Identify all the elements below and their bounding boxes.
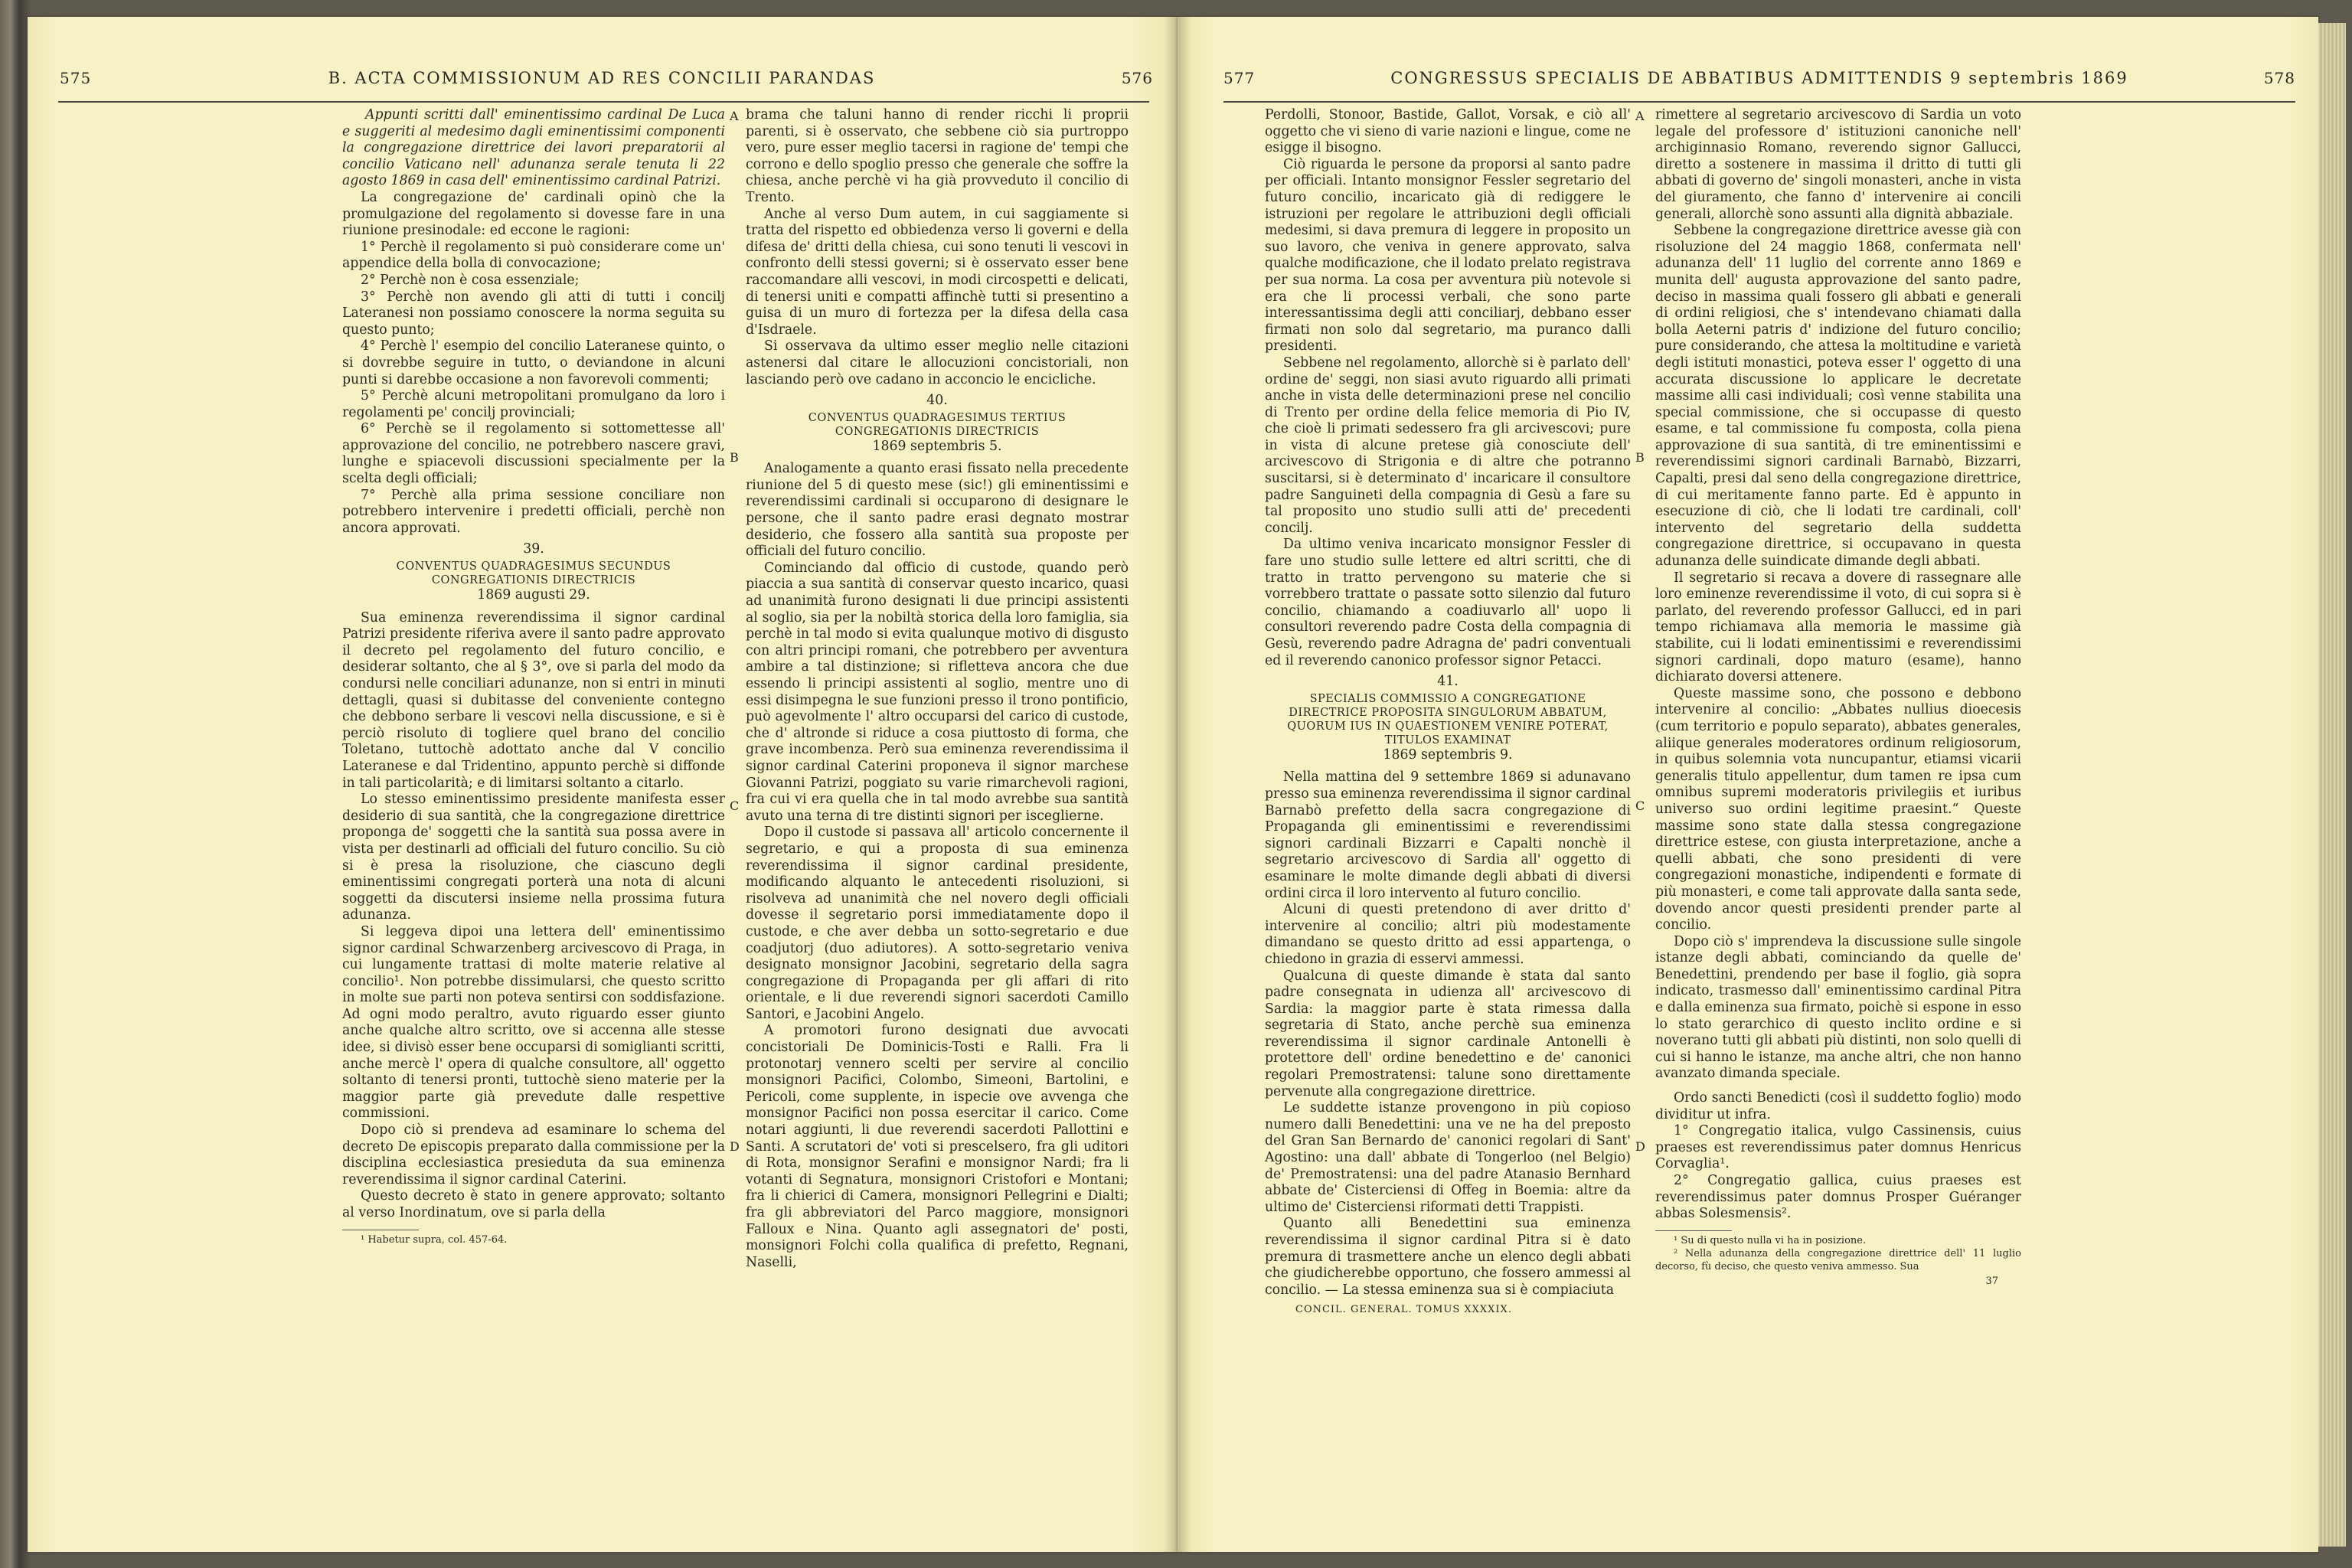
section-title: CONVENTUS QUADRAGESIMUS SECUNDUS CONGREGATIONIS DIRECTRICIS <box>396 560 671 587</box>
bottom-signature: CONCIL. GENERAL. TOMUS XXXXIX. <box>1295 1304 1512 1316</box>
page-number-575: 575 <box>60 69 92 87</box>
paragraph: Si leggeva dipoi una lettera dell' eminentissimo signor cardinal Schwarzenberg arcivescovo di Praga, in cui lungamente trattasi di molte materie relative al concilio¹. Non potrebbe dissimularsi, che questo scritto in molte sue parti non poteva sentirsi con soddisfazione. Ad ogni modo peraltro, avuto riguardo esser giunto anche qualche altro scritto, ove si accenna alle stesse idee, si divisò esser bene occuparsi di somiglianti scritti, anche mercè l' opera di qualche consultore, all' oggetto soltanto di tenersi pronti, tuttochè sieno materie per la maggior parte già prevedute dalle respettive commissioni. <box>342 923 725 1122</box>
book-gutter <box>1164 17 1191 1552</box>
right-running-title: CONGRESSUS SPECIALIS DE ABBATIBUS ADMITTENDIS 9 septembris 1869 <box>1390 69 2128 87</box>
list-item: 6° Perchè se il regolamento si sottomettesse all' approvazione del concilio, ne potrebbero nascere gravi, lunghe e spiacevoli discussioni specialmente per la scelta degli officiali; <box>342 421 725 487</box>
column-1 <box>342 107 725 1246</box>
left-running-title: B. ACTA COMMISSIONUM AD RES CONCILII PARANDAS <box>328 69 876 87</box>
margin-marker-d: D <box>730 1139 740 1154</box>
margin-marker-c: C <box>1635 799 1645 813</box>
section-date: 1869 septembris 9. <box>1383 746 1513 763</box>
paragraph: Analogamente a quanto erasi fissato nella precedente riunione del 5 di questo mese (sic!) gli eminentissimi e reverendissimi cardinali si occuparono di designare le persone, che il santo padre erasi degnato mostrar desiderio, che fossero alla santità sua proposte per officiali del futuro concilio. <box>746 461 1129 560</box>
footnote-rule <box>1655 1230 1732 1231</box>
paragraph: Alcuni di questi pretendono di aver dritto d' intervenire al concilio; altri più modestamente dimandano se questo dritto ad essi appartenga, o chiedono in grazia di esservi ammessi. <box>1265 902 1631 967</box>
paragraph: Quanto alli Benedettini sua eminenza reverendissima il signor cardinal Pitra si è dato premura di trasmettere anche un elenco degli abbati che giudicherebbe opportuno, che fossero ammessi al concilio. — La stessa eminenza sua si è compiaciuta <box>1265 1216 1631 1298</box>
paragraph: La congregazione de' cardinali opinò che la promulgazione del regolamento si dovesse fare in una riunione presinodale: ed eccone le ragioni: <box>342 189 725 239</box>
left-header-rule <box>58 101 1149 103</box>
paragraph: Si osservava da ultimo esser meglio nelle citazioni astenersi dal citare le allocuzioni concistoriali, non lasciando però ove cadano in acconcio le encicliche. <box>746 338 1129 387</box>
paragraph: Sebbene nel regolamento, allorchè si è parlato dell' ordine de' seggi, non siasi avuto riguardo alli primati anche in vista delle determinazioni prese nel concilio di Trento per ordine della felice memoria di Pio IV, che cioè li primati sedessero fra gli arcivescovi; pure in vista di alcune pretese già conosciute dell' arcivescovo di Strigonia e di altre che potranno suscitarsi, si è determinato d' incaricare il consultore padre Sanguineti della compagnia di Gesù a fare su tal proposito uno studio sulli atti de' precedenti concilj. <box>1265 354 1631 536</box>
margin-marker-b: B <box>1635 450 1645 465</box>
paragraph: Dopo il custode si passava all' articolo concernente il segretario, e qui a proposta di sua eminenza reverendissima il signor cardinal presidente, modificando alquanto le antecedenti risoluzioni, si risolveva ad unanimità che nel novero degli officiali dovesse il segretario porsi immediatamente dopo il custode, e che aver debba un sotto-segretario e due coadjutorj (duo adiutores). A sotto-segretario veniva designato monsignor Jacobini, segretario della sagra congregazione di Propaganda per gli affari di rito orientale, e li due reverendi signori sacerdoti Camillo Santori, e Jacobini Angelo. <box>746 825 1129 1022</box>
paragraph: Dopo ciò s' imprendeva la discussione sulle singole istanze degli abbati, cominciando da quelle de' Benedettini, prendendo per base il foglio, già sopra indicato, trasmesso dall' eminentissimo cardinal Pitra e dalla eminenza sua firmato, poichè si espone in esso lo stato gerarchico di questo inclito ordine e si noverano tutti gli abbati più distinti, non solo quelli di cui si hanno le istanze, ma anche altri, che non hanno avanzato dimanda speciale. <box>1655 933 2021 1082</box>
section-number: 41. <box>1437 674 1459 690</box>
paragraph: Sua eminenza reverendissima il signor cardinal Patrizi presidente riferiva avere il santo padre approvato il decreto pel regolamento del futuro concilio, e desiderar soltanto, che al § 3°, ove si parla del modo da condursi nelle conciliari adunanze, non si entri in minuti dettagli, quasi si dubitasse del conveniente contegno che debbono serbare li vescovi nella discussione, e si è perciò risoluto di togliere quel brano del concilio Toletano, tuttochè adottato anche dal V concilio Lateranese e dal Tridentino, appunto perchè si diffonde in tali particolarità; e di limitarsi soltanto a citarlo. <box>342 609 725 791</box>
signature-mark: 37 <box>1985 1275 1998 1287</box>
paragraph: Dopo ciò si prendeva ad esaminare lo schema del decreto De episcopis preparato dalla commissione per la disciplina ecclesiastica presieduta da sua eminenza reverendissima il signor cardinal Caterini. <box>342 1122 725 1187</box>
list-item: 7° Perchè alla prima sessione conciliare non potrebbero intervenire i predetti officiali, perchè non ancora approvati. <box>342 487 725 536</box>
footnote: ² Nella adunanza della congregazione direttrice dell' 11 luglio decorso, fù deciso, che questo veniva ammesso. Sua <box>1655 1247 2021 1272</box>
list-item: 2° Congregatio gallica, cuius praeses est reverendissimus pater domnus Prosper Guéranger abbas Solesmensis². <box>1655 1173 2021 1222</box>
paragraph: Il segretario si recava a dovere di rassegnare alle loro eminenze reverendissime il voto, di cui sopra si è parlato, del reverendo professor Gallucci, ed in pari tempo richiamava alla memoria le massime già stabilite, cui li lodati eminentissimi e reverendissimi signori cardinali, dopo maturo (esame), hanno dichiarato doversi attenere. <box>1655 570 2021 685</box>
footnote: ¹ Habetur supra, col. 457-64. <box>361 1233 508 1246</box>
column-4 <box>1655 107 2021 1289</box>
paragraph: Queste massime sono, che possono e debbono intervenire al concilio: „Abbates nullius dioecesis (cum territorio e populo separato), abbates generales, aliique generales moderatores ordinum religiosorum, in quibus solemnia vota nuncupantur, etiamsi vicarii generalis titulo appellentur, dum tamen re ipsa cum omnibus supremi moderatoris privilegiis et iuribus universo suo ordini legitime praesint.“ Queste massime sono state dalla stessa congregazione direttrice estese, con giusta interpretazione, anche a quelli abbati, che sono presidenti di vere congregazioni monastiche, indipendenti e formate di più monasteri, e come tali approvate dalla santa sede, dovendo ancor questi presidenti prender parte al concilio. <box>1655 685 2021 933</box>
page-number-577: 577 <box>1223 69 1256 87</box>
section-date: 1869 septembris 5. <box>872 438 1002 454</box>
section-title: CONVENTUS QUADRAGESIMUS TERTIUS CONGREGATIONIS DIRECTRICIS <box>808 411 1067 438</box>
margin-marker-c: C <box>730 799 740 813</box>
column-2 <box>746 107 1129 1271</box>
paragraph: Cominciando dal officio di custode, quando però piaccia a sua santità di conservar questo incarico, quasi ad unanimità furono designati li due principi assistenti al soglio, sia per la nobiltà storica della loro famiglia, sia perchè in tal modo si evita qualunque motivo di disgusto con altri principi romani, che potrebbero per avventura ambire a tal distinzione; si rifletteva ancora che due essendo li principi assistenti al soglio, mentre uno di essi disimpegna le sue funzioni presso il trono pontificio, può agevolmente l' altro occuparsi del carico di custode, che d' altronde si riduce a cosa piuttosto di forma, che grave incombenza. Però sua eminenza reverendissima il signor cardinal Caterini proponeva il signor marchese Giovanni Patrizi, poggiato su varie rimarchevoli ragioni, fra cui vi era quella che in tal modo avrebbe sua santità avuto una terna di tre distinti signori per isceglierne. <box>746 560 1129 824</box>
right-page-header <box>1223 69 2295 100</box>
paragraph: rimettere al segretario arcivescovo di Sardia un voto legale del professore d' istituzioni canoniche nell' archiginnasio Romano, reverendo signor Gallucci, diretto a sostenere in massima il dritto di tutti gli abbati di governo de' singoli monasteri, anche in vista del giuramento, che fanno d' intervenire ai concili generali, allorchè sono assunti alla dignità abbaziale. <box>1655 107 2021 222</box>
paragraph: brama che taluni hanno di render ricchi li proprii parenti, si è osservato, che sebbene ciò sia purtroppo vero, pure esser meglio tacersi in ragione de' tempi che corrono e dello spoglio presso che generale che soffre la chiesa, anche perchè vi ha già provveduto il concilio di Trento. <box>746 107 1129 205</box>
left-page-header <box>51 69 1153 100</box>
footnote: ¹ Su di questo nulla vi ha in posizione. <box>1674 1234 1867 1246</box>
margin-marker-d: D <box>1635 1139 1645 1154</box>
list-item: 5° Perchè alcuni metropolitani promulgano da loro i regolamenti pe' concilj provinciali; <box>342 388 725 420</box>
paragraph: Da ultimo veniva incaricato monsignor Fessler di fare uno studio sulle lettere ed altri scritti, che di tratto in tratto pervengono su materie che si vorrebbero trattate o passate sotto silenzio dal futuro concilio, chiamando a coadiuvarlo all' uopo li consultori reverendo padre Costa della compagnia di Gesù, reverendo padre Adragna de' padri conventuali ed il reverendo canonico professor signor Petacci. <box>1265 537 1631 668</box>
margin-marker-a: A <box>730 109 739 123</box>
paragraph: Anche al verso Dum autem, in cui saggiamente si tratta del rispetto ed obbiedenza verso li governi e della difesa de' dritti della chiesa, cui sono tenuti li vescovi in confronto delli stessi governi; si è osservato esser bene raccomandare alli vescovi, in modi circospetti e delicati, di tenersi uniti e compatti affinchè tutti si presentino a guisa di un muro di fortezza per la difesa della casa d'Isdraele. <box>746 206 1129 338</box>
paragraph: Lo stesso eminentissimo presidente manifesta esser desiderio di sua santità, che la congregazione direttrice proponga de' soggetti che la santità sua possa avere in vista per destinarli ad officiali del futuro concilio. Su ciò si è presa la risoluzione, che ciascuno degli eminentissimi congregati porterà una nota di alcuni soggetti da discutersi insieme nella prossima futura adunanza. <box>342 792 725 923</box>
list-item: 1° Perchè il regolamento si può considerare come un' appendice della bolla di convocazione; <box>342 239 725 272</box>
section-date: 1869 augusti 29. <box>477 587 590 603</box>
list-item: 4° Perchè l' esempio del concilio Lateranese quinto, o si dovrebbe seguire in tutto, o deviandone in alcuni punti si darebbe occasione a non favorevoli commenti; <box>342 338 725 387</box>
column-3 <box>1265 107 1631 1318</box>
page-number-576: 576 <box>1121 69 1153 87</box>
right-header-rule <box>1223 101 2295 103</box>
section-number: 40. <box>926 393 948 409</box>
list-item: 1° Congregatio italica, vulgo Cassinensis, cuius praeses est reverendissimus pater domnus Henricus Corvaglia¹. <box>1655 1123 2021 1172</box>
section-number: 39. <box>523 541 544 557</box>
paragraph: Sebbene la congregazione direttrice avesse già con risoluzione del 24 maggio 1868, confermata nell' adunanza dell' 11 luglio del corrente anno 1869 e munita dell' augusta approvazione del santo padre, deciso in massima quali fossero gli abbati e generali di ordini religiosi, che s' intendevano chiamati dalla bolla Aeterni patris d' indizione del futuro concilio; pure considerando, che attesa la moltitudine e varietà degli istituti monastici, poteva esser l' oggetto di una accurata discussione lo applicare le decretate massime alli casi individuali; così venne stabilita una special commissione, che si occupasse di questo esame, e tal commissione fu composta, colla piena approvazione di sua santità, di tre eminentissimi e reverendissimi signori cardinali Barnabò, Bizzarri, Capalti, presi dal seno della congregazione direttrice, di cui meritamente fanno parte. Ed è appunto in esecuzione di ciò, che li lodati tre cardinali, coll' intervento del segretario della suddetta congregazione direttrice, si occupavano in questa adunanza delle suindicate dimande degli abbati. <box>1655 223 2021 570</box>
paragraph: Le suddette istanze provengono in più copioso numero dalli Benedettini: una ve ne ha del preposto del Gran San Bernardo de' canonici regolari di Sant' Agostino: una dall' abbate di Tongerloo (nel Belgio) de' Premostratensi: una del padre Atanasio Bernhard abbate de' Cisterciensi di Offeg in Boemia: altre da ultimo de' Cisterciensi riformati detti Trappisti. <box>1265 1100 1631 1215</box>
paragraph: Questo decreto è stato in genere approvato; soltanto al verso Inordinatum, ove si parla della <box>342 1188 725 1220</box>
margin-marker-a: A <box>1635 109 1645 123</box>
paragraph: Ciò riguarda le persone da proporsi al santo padre per officiali. Intanto monsignor Fessler segretario del futuro concilio, incaricato già di rediggere le istruzioni per regolare le attribuzioni degli officiali medesimi, si dava premura di leggere in proposito un suo lavoro, che veniva in genere approvato, salva qualche modificazione, che il lodato prelato registrava per sua norma. La cosa per avventura più notevole si era che li processi verbali, che sono parte interessantissima degli atti conciliarj, debbano esser firmati non solo dal segretario, ma puranco dalli presidenti. <box>1265 156 1631 354</box>
paragraph: Perdolli, Stonoor, Bastide, Gallot, Vorsak, e ciò all' oggetto che vi sieno di varie nazioni e lingue, come ne esigge il bisogno. <box>1265 107 1631 156</box>
page-edges <box>2318 23 2346 1547</box>
paragraph: Nella mattina del 9 settembre 1869 si adunavano presso sua eminenza reverendissima il signor cardinal Barnabò prefetto della sacra congregazione di Propaganda gli eminentissimi e reverendissimi signori cardinali Bizzarri e Capalti nonchè il segretario arcivescovo di Sardia all' oggetto di esaminare le molte dimande degli abbati di diversi ordini circa il loro intervento al futuro concilio. <box>1265 769 1631 901</box>
page-number-578: 578 <box>2263 69 2295 87</box>
section-title: SPECIALIS COMMISSIO A CONGREGATIONE DIRECTRICE PROPOSITA SINGULORUM ABBATUM, QUORUM IUS IN QUAESTIONEM VENIRE POTERAT, TITULOS EXAMINAT <box>1287 692 1609 746</box>
list-item: 2° Perchè non è cosa essenziale; <box>361 272 580 288</box>
paragraph: Qualcuna di queste dimande è stata dal santo padre consegnata in udienza all' arcivescovo di Sardia: la maggior parte è stata rimessa dalla segretaria di Stato, anche perchè sua eminenza reverendissima il signor cardinale Antonelli è protettore dell' ordine benedettino e de' canonici regolari Premostratensi: talune sono direttamente pervenute alla congregazione direttrice. <box>1265 968 1631 1099</box>
margin-marker-b: B <box>730 450 739 465</box>
paragraph: A promotori furono designati due avvocati concistoriali De Dominicis-Tosti e Ralli. Fra li protonotarj vennero scelti per servire al concilio monsignori Pacifici, Colombo, Simeoni, Bartolini, e Pericoli, come supplente, in ispecie ove avvenga che monsignor Pacifici non possa esercitar il carico. Come notari aggiunti, li due reverendi sacerdoti Pallottini e Santi. A scrutatori de' voti si prescelsero, fra gli uditori di Rota, monsignor Serafini e monsignor Nardi; fra li votanti di Segnatura, monsignori Cristofori e Montani; fra li chierici di Camera, monsignori Pellegrini e Dialti; fra gli abbreviatori del Parco maggiore, monsignori Falloux e Nina. Quanto agli assegnatori de' posti, monsignori Folchi colla qualifica di prefetto, Regnani, Naselli, <box>746 1023 1129 1270</box>
list-item: 3° Perchè non avendo gli atti di tutti i concilj Lateranesi non possiamo conoscere la norma seguita su questo punto; <box>342 289 725 338</box>
intro-heading: Appunti scritti dall' eminentissimo cardinal De Luca e suggeriti al medesimo dagli eminentissimi componenti la congregazione direttrice dei lavori preparatorii al concilio Vaticano nell' adunanza serale tenuta li 22 agosto 1869 in casa dell' eminentissimo cardinal Patrizi. <box>342 107 725 189</box>
paragraph: Ordo sancti Benedicti (così il suddetto foglio) modo dividitur ut infra. <box>1655 1090 2021 1122</box>
